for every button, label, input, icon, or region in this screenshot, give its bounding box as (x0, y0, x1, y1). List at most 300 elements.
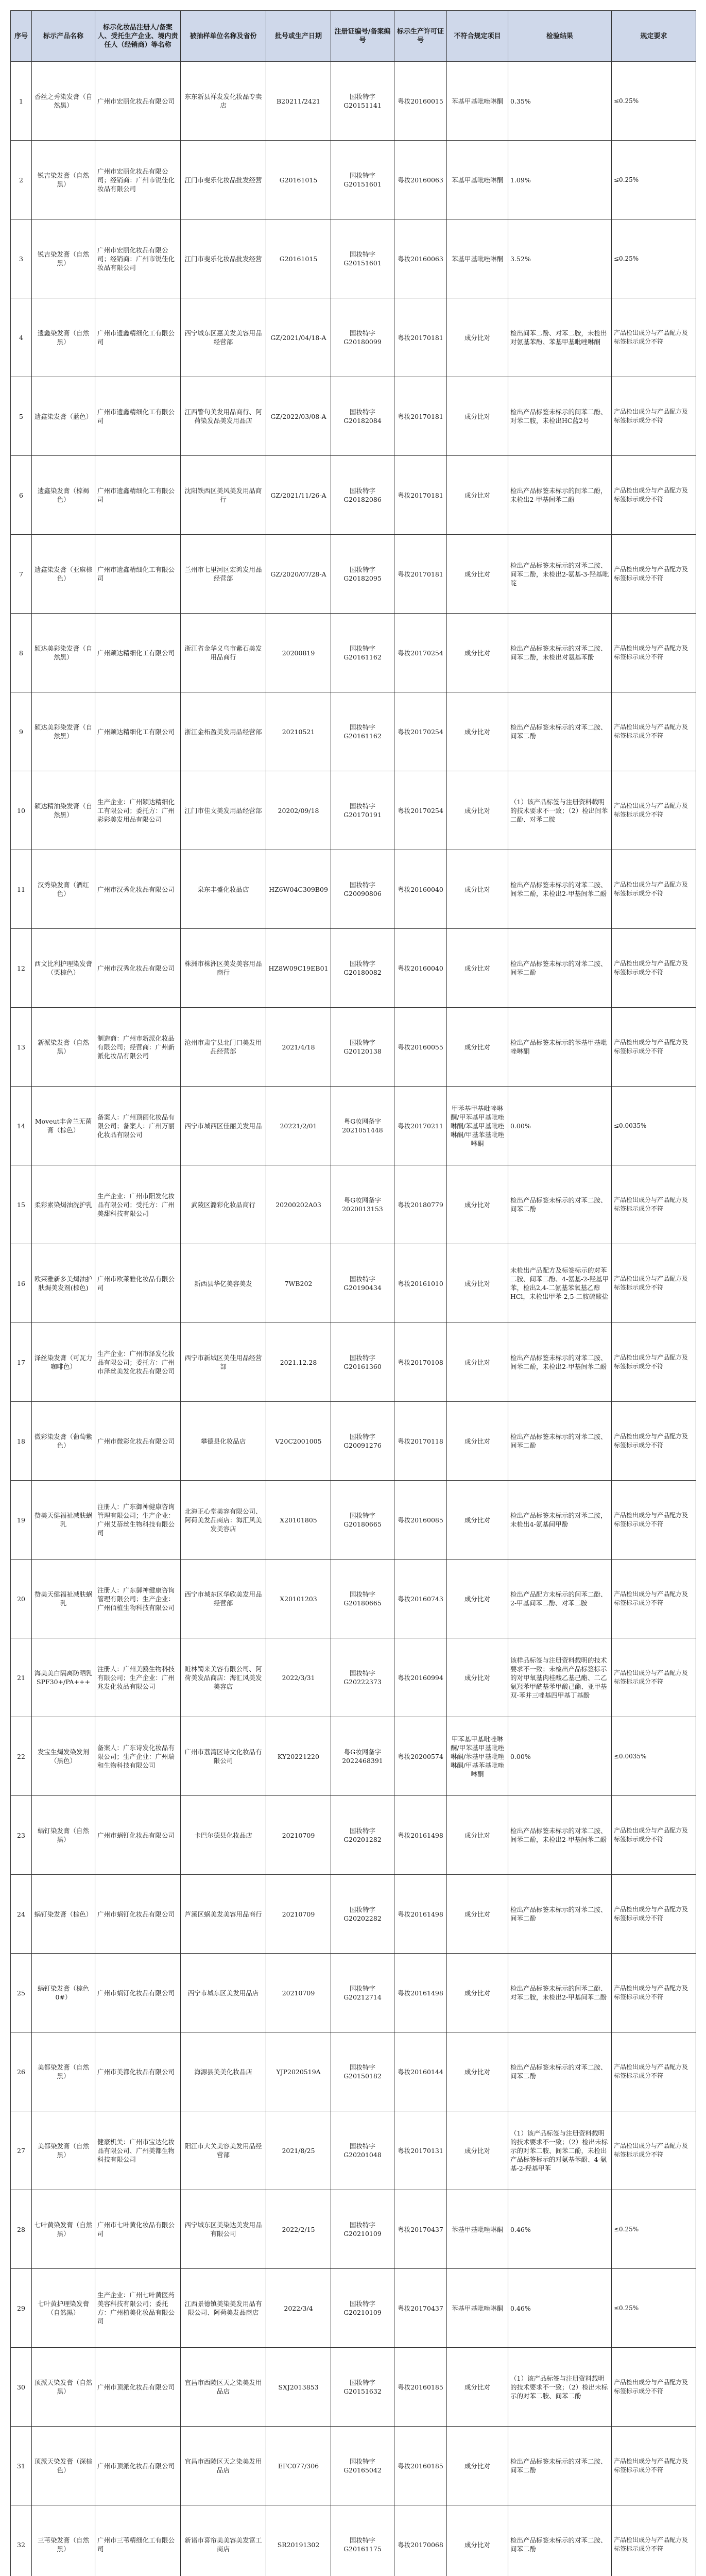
row-number-cell: 17 (11, 1323, 32, 1402)
product-name-cell: 锐吉染发膏（自然黑） (32, 219, 95, 298)
requirement-cell: 产品检出成分与产品配方及标签标示成分不符 (612, 1481, 696, 1560)
registration-number-cell: 国妆特字G20180082 (331, 929, 394, 1008)
nonconforming-item-cell: 成分比对 (447, 2111, 508, 2190)
sampled-unit-cell: 江门市斐乐化妆品批发经营 (181, 219, 266, 298)
sampled-unit-cell: 赃林蜀来美容有限公司、阿荷美发品商店：海汇风美发美容店 (181, 1638, 266, 1717)
sampled-unit-cell: 新西县华亿美容美发 (181, 1244, 266, 1323)
row-number-cell: 7 (11, 535, 32, 614)
registration-number-cell: 国妆特字G20180099 (331, 298, 394, 377)
nonconforming-item-cell: 苯基甲基吡唑啉酮 (447, 2269, 508, 2348)
nonconforming-item-cell: 成分比对 (447, 1323, 508, 1402)
registration-number-cell: 国妆特字G20182086 (331, 456, 394, 535)
requirement-cell: 产品检出成分与产品配方及标签标示成分不符 (612, 1875, 696, 1954)
batch-cell: 7WB202 (266, 1244, 331, 1323)
row-number-cell: 26 (11, 2032, 32, 2111)
product-name-cell: 颖达精油染发膏（自然黑） (32, 771, 95, 850)
nonconforming-item-cell: 成分比对 (447, 929, 508, 1008)
row-number-cell: 18 (11, 1402, 32, 1481)
registrant-cell: 生产企业：广州七叶黄医药美容科技有限公司；委托方：广州植美化妆品有限公司 (95, 2269, 181, 2348)
row-number-cell: 1 (11, 62, 32, 141)
registration-number-cell: 粤G妆网备字2022468391 (331, 1717, 394, 1796)
registrant-cell: 广州颖达精细化工有限公司 (95, 614, 181, 692)
license-number-cell: 粤妆20161498 (394, 1796, 447, 1875)
row-number-cell: 4 (11, 298, 32, 377)
row-number-cell: 16 (11, 1244, 32, 1323)
license-number-cell: 粤妆20160185 (394, 2427, 447, 2505)
sampled-unit-cell: 江西警句美发用品商行、阿荷染发品美发用品店 (181, 377, 266, 456)
product-name-cell: 泽丝染发膏（可瓦力咖啡色） (32, 1323, 95, 1402)
nonconforming-item-cell: 成分比对 (447, 1244, 508, 1323)
license-number-cell: 粤妆20170181 (394, 298, 447, 377)
table-row (11, 2427, 696, 2505)
license-number-cell: 粤妆20170254 (394, 771, 447, 850)
result-cell: 检出产品标签未标示的对苯二胺、间苯二酚 (508, 2032, 612, 2111)
header-cell: 标示生产许可证号 (394, 11, 447, 62)
table-row (11, 219, 696, 298)
registrant-cell: 广州市七叶黄化妆品有限公司 (95, 2190, 181, 2269)
registrant-cell: 广州市蜗钉化妆品有限公司 (95, 1954, 181, 2032)
batch-cell: GZ/2021/11/26-A (266, 456, 331, 535)
row-number-cell: 9 (11, 692, 32, 771)
batch-cell: X20101805 (266, 1481, 331, 1560)
nonconforming-item-cell: 甲苯基甲基吡唑啉酮/甲苯基甲基吡唑啉酮/苯基甲基吡唑啉酮/甲基苯基吡唑啉酮 (447, 1717, 508, 1796)
license-number-cell: 粤妆20200574 (394, 1717, 447, 1796)
result-cell: 检出产品标签未标示的对苯二胺、间苯二酚，未检出2-氨基-3-羟基吡啶 (508, 535, 612, 614)
requirement-cell: 产品检出成分与产品配方及标签标示成分不符 (612, 850, 696, 929)
batch-cell: SXJ2013853 (266, 2348, 331, 2427)
table-row (11, 1244, 696, 1323)
row-number-cell: 8 (11, 614, 32, 692)
table-row (11, 850, 696, 929)
batch-cell: HZ8W09C19EB01 (266, 929, 331, 1008)
result-cell: 0.46% (508, 2190, 612, 2269)
requirement-cell: 产品检出成分与产品配方及标签标示成分不符 (612, 1560, 696, 1638)
requirement-cell: 产品检出成分与产品配方及标签标示成分不符 (612, 535, 696, 614)
row-number-cell: 30 (11, 2348, 32, 2427)
registration-number-cell: 国妆特字G20182095 (331, 535, 394, 614)
registrant-cell: 广州市顶派化妆品有限公司 (95, 2348, 181, 2427)
batch-cell: 20210709 (266, 1954, 331, 2032)
license-number-cell: 粤妆20170118 (394, 1402, 447, 1481)
requirement-cell: 产品检出成分与产品配方及标签标示成分不符 (612, 1638, 696, 1717)
registration-number-cell: 国妆特字G20210109 (331, 2269, 394, 2348)
table-row (11, 1008, 696, 1087)
registration-number-cell: 国妆特字G20165042 (331, 2427, 394, 2505)
result-cell: 3.52% (508, 219, 612, 298)
product-name-cell: 颖达美彩染发膏（自然黑） (32, 614, 95, 692)
product-name-cell: 新派染发膏（自然黑） (32, 1008, 95, 1087)
license-number-cell: 粤妆20161498 (394, 1875, 447, 1954)
requirement-cell: 产品检出成分与产品配方及标签标示成分不符 (612, 377, 696, 456)
license-number-cell: 粤妆20161010 (394, 1244, 447, 1323)
product-name-cell: 颖达美彩染发膏（自然黑） (32, 692, 95, 771)
row-number-cell: 21 (11, 1638, 32, 1717)
product-name-cell: 蜗钉染发膏（自然黑） (32, 1796, 95, 1875)
batch-cell: SR20191302 (266, 2505, 331, 2576)
table-row (11, 1165, 696, 1244)
nonconforming-item-cell: 成分比对 (447, 2348, 508, 2427)
result-cell: 0.00% (508, 1087, 612, 1165)
results-sheet (10, 10, 696, 2576)
requirement-cell: 产品检出成分与产品配方及标签标示成分不符 (612, 1796, 696, 1875)
nonconforming-item-cell: 成分比对 (447, 1560, 508, 1638)
row-number-cell: 12 (11, 929, 32, 1008)
requirement-cell: 产品检出成分与产品配方及标签标示成分不符 (612, 692, 696, 771)
batch-cell: 20210521 (266, 692, 331, 771)
result-cell: （1）该产品标签与注册资料载明的技术要求不一致；（2）检出间苯二酚、对苯二胺 (508, 771, 612, 850)
table-row (11, 2111, 696, 2190)
requirement-cell: 产品检出成分与产品配方及标签标示成分不符 (612, 1402, 696, 1481)
registrant-cell: 广州市汉秀化妆品有限公司 (95, 850, 181, 929)
license-number-cell: 粤妆20170181 (394, 377, 447, 456)
result-cell: （1）该产品标签与注册资料载明的技术要求不一致；（2）检出未标示的对苯二胺、间苯二酚 (508, 2348, 612, 2427)
header-cell: 序号 (11, 11, 32, 62)
batch-cell: HZ6W04C309B09 (266, 850, 331, 929)
registration-number-cell: 国妆特字G20202282 (331, 1875, 394, 1954)
product-name-cell: 蜗钉染发膏（棕色） (32, 1875, 95, 1954)
result-cell: 检出产品标签未标示的对苯二胺、间苯二酚 (508, 1875, 612, 1954)
nonconforming-item-cell: 成分比对 (447, 1165, 508, 1244)
table-row (11, 1323, 696, 1402)
row-number-cell: 24 (11, 1875, 32, 1954)
registration-number-cell: 国妆特字G20161175 (331, 2505, 394, 2576)
sampled-unit-cell: 沧州市肃宁县北门口美发用品经营部 (181, 1008, 266, 1087)
header-cell: 注册证编号/备案编号 (331, 11, 394, 62)
sampled-unit-cell: 沈阳铁西区美风美发用品商行 (181, 456, 266, 535)
table-row (11, 1481, 696, 1560)
row-number-cell: 3 (11, 219, 32, 298)
batch-cell: 20210709 (266, 1875, 331, 1954)
sampled-unit-cell: 宜昌市西陵区天之染美发用品店 (181, 2427, 266, 2505)
nonconforming-item-cell: 成分比对 (447, 2427, 508, 2505)
header-cell: 检验结果 (508, 11, 612, 62)
table-row (11, 535, 696, 614)
license-number-cell: 粤妆20160743 (394, 1560, 447, 1638)
batch-cell: 20200202A03 (266, 1165, 331, 1244)
product-name-cell: 美都染发膏（自然黑） (32, 2111, 95, 2190)
product-name-cell: 赞美天健福祉减肤蜗乳 (32, 1481, 95, 1560)
product-name-cell: 汉秀染发膏（酒红色） (32, 850, 95, 929)
requirement-cell: 产品检出成分与产品配方及标签标示成分不符 (612, 2032, 696, 2111)
requirement-cell: 产品检出成分与产品配方及标签标示成分不符 (612, 2348, 696, 2427)
license-number-cell: 粤妆20170437 (394, 2269, 447, 2348)
nonconforming-item-cell: 成分比对 (447, 771, 508, 850)
product-name-cell: 西文比利护理染发膏（栗棕色） (32, 929, 95, 1008)
header-cell: 标示产品名称 (32, 11, 95, 62)
registrant-cell: 广州市宏丽化妆品有限公司；经销商：广州市锐佳化妆品有限公司 (95, 219, 181, 298)
batch-cell: GZ/2021/04/18-A (266, 298, 331, 377)
batch-cell: 20200819 (266, 614, 331, 692)
result-cell: 检出间苯二酚、对苯二胺，未检出对氨基苯酚、苯基甲基吡唑啉酮 (508, 298, 612, 377)
registration-number-cell: 国妆特字G20151141 (331, 62, 394, 141)
registration-number-cell: 国妆特字G20150182 (331, 2032, 394, 2111)
sampled-unit-cell: 浙江金柘盈美发用品经营部 (181, 692, 266, 771)
product-name-cell: 柔彩素染焗油洗护乳 (32, 1165, 95, 1244)
requirement-cell: 产品检出成分与产品配方及标签标示成分不符 (612, 929, 696, 1008)
batch-cell: 2022/3/4 (266, 2269, 331, 2348)
sampled-unit-cell: 武陵区潞彩化妆品商行 (181, 1165, 266, 1244)
row-number-cell: 10 (11, 771, 32, 850)
license-number-cell: 粤妆20170437 (394, 2190, 447, 2269)
sampled-unit-cell: 攀德县化妆品店 (181, 1402, 266, 1481)
requirement-cell: 产品检出成分与产品配方及标签标示成分不符 (612, 1954, 696, 2032)
nonconforming-item-cell: 成分比对 (447, 1796, 508, 1875)
product-name-cell: 欧莱雅新多美焗油护肤焗美发剂(棕色) (32, 1244, 95, 1323)
nonconforming-item-cell: 成分比对 (447, 850, 508, 929)
nonconforming-item-cell: 成分比对 (447, 1638, 508, 1717)
product-name-cell: 七叶黄染发膏（自然黑） (32, 2190, 95, 2269)
nonconforming-item-cell: 成分比对 (447, 456, 508, 535)
nonconforming-item-cell: 成分比对 (447, 1954, 508, 2032)
registrant-cell: 广州市欧莱雅化妆品有限公司 (95, 1244, 181, 1323)
license-number-cell: 粤妆20160994 (394, 1638, 447, 1717)
registration-number-cell: 粤G妆网备字2020013153 (331, 1165, 394, 1244)
license-number-cell: 粤妆20170254 (394, 692, 447, 771)
table-row (11, 1087, 696, 1165)
table-row (11, 1717, 696, 1796)
requirement-cell: ≤0.25% (612, 2190, 696, 2269)
row-number-cell: 27 (11, 2111, 32, 2190)
row-number-cell: 15 (11, 1165, 32, 1244)
registration-number-cell: 国妆特字G20151632 (331, 2348, 394, 2427)
header-cell: 标示化妆品注册人/备案人、受托生产企业、境内责任人（经销商）等名称 (95, 11, 181, 62)
license-number-cell: 粤妆20170068 (394, 2505, 447, 2576)
table-row (11, 2348, 696, 2427)
requirement-cell: 产品检出成分与产品配方及标签标示成分不符 (612, 2427, 696, 2505)
requirement-cell: ≤0.0035% (612, 1087, 696, 1165)
license-number-cell: 粤妆20170181 (394, 535, 447, 614)
result-cell: 未检出产品配方及标签标示的对苯二胺、间苯二酚、4-氨基-2-羟基甲苯，检出2,4-二氨基苯氧基乙醇HCl，未检出甲苯-2,5-二胺硫酸盐 (508, 1244, 612, 1323)
nonconforming-item-cell: 成分比对 (447, 1875, 508, 1954)
sampled-unit-cell: 宜昌市西陵区天之染美发用品店 (181, 2348, 266, 2427)
requirement-cell: ≤0.25% (612, 2269, 696, 2348)
license-number-cell: 粤妆20160055 (394, 1008, 447, 1087)
sampled-unit-cell: 江门市斐乐化妆品批发经营 (181, 141, 266, 219)
batch-cell: KY20221220 (266, 1717, 331, 1796)
result-cell: 0.46% (508, 2269, 612, 2348)
header-cell: 规定要求 (612, 11, 696, 62)
requirement-cell: ≤0.25% (612, 219, 696, 298)
registration-number-cell: 国妆特字G20180665 (331, 1481, 394, 1560)
result-cell: 检出产品标签未标示的苯基甲基吡唑啉酮 (508, 1008, 612, 1087)
table-row (11, 771, 696, 850)
table-row (11, 1796, 696, 1875)
sampled-unit-cell: 西宁市城东区美发用品店 (181, 1954, 266, 2032)
batch-cell: X20101203 (266, 1560, 331, 1638)
batch-cell: G20161015 (266, 141, 331, 219)
registrant-cell: 注册人：广州美鸥生物科技有限公司；生产企业：广州兆发化妆品有限公司 (95, 1638, 181, 1717)
batch-cell: 2021.12.28 (266, 1323, 331, 1402)
row-number-cell: 5 (11, 377, 32, 456)
table-row (11, 456, 696, 535)
nonconforming-item-cell: 成分比对 (447, 1481, 508, 1560)
registration-number-cell: 国妆特字G20201282 (331, 1796, 394, 1875)
sampled-unit-cell: 株洲市株洲区美发美容用品商行 (181, 929, 266, 1008)
registrant-cell: 广州市蜗钉化妆品有限公司 (95, 1875, 181, 1954)
sampled-unit-cell: 芦溪区蜗美发美容用品商行 (181, 1875, 266, 1954)
registration-number-cell: 国妆特字G20161162 (331, 614, 394, 692)
result-cell: 检出产品标签未标示的对苯二胺、间苯二酚 (508, 2505, 612, 2576)
table-row (11, 1402, 696, 1481)
product-name-cell: 七叶黄护理染发膏（自然黑） (32, 2269, 95, 2348)
license-number-cell: 粤妆20160040 (394, 929, 447, 1008)
table-row (11, 2505, 696, 2576)
batch-cell: V20C2001005 (266, 1402, 331, 1481)
result-cell: 检出产品标签未标示的对苯二胺、间苯二酚 (508, 1165, 612, 1244)
header-row (11, 11, 696, 62)
sampled-unit-cell: 西宁市城东区华欣美发用品经营部 (181, 1560, 266, 1638)
product-name-cell: 顶派天染发膏（自然黑） (32, 2348, 95, 2427)
header-cell: 批号或生产日期 (266, 11, 331, 62)
requirement-cell: ≤0.25% (612, 141, 696, 219)
registrant-cell: 广州颖达精细化工有限公司 (95, 692, 181, 771)
batch-cell: EFC077/306 (266, 2427, 331, 2505)
table-row (11, 62, 696, 141)
batch-cell: YJP2020519A (266, 2032, 331, 2111)
result-cell: 检出产品标签未标示的对苯二胺、间苯二酚，未检出对氨基苯酚 (508, 614, 612, 692)
product-name-cell: 遗鑫染发膏（自然黑） (32, 298, 95, 377)
nonconforming-item-cell: 成分比对 (447, 614, 508, 692)
license-number-cell: 粤妆20160063 (394, 141, 447, 219)
license-number-cell: 粤妆20161498 (394, 1954, 447, 2032)
product-name-cell: 赞美天健福祉减肤蜗乳 (32, 1560, 95, 1638)
registration-number-cell: 国妆特字G20170191 (331, 771, 394, 850)
product-name-cell: 遗鑫染发膏（蓝色） (32, 377, 95, 456)
header-cell: 不符合规定项目 (447, 11, 508, 62)
inspection-table (10, 10, 696, 2576)
batch-cell: 2022/3/31 (266, 1638, 331, 1717)
sampled-unit-cell: 西宁城东区美染达美发用品有限公司 (181, 2190, 266, 2269)
table-row (11, 2269, 696, 2348)
row-number-cell: 14 (11, 1087, 32, 1165)
requirement-cell: 产品检出成分与产品配方及标签标示成分不符 (612, 1165, 696, 1244)
sampled-unit-cell: 卡巴尔德县化妆品店 (181, 1796, 266, 1875)
product-name-cell: 锐吉染发膏（自然黑） (32, 141, 95, 219)
registration-number-cell: 国妆特字G20161162 (331, 692, 394, 771)
result-cell: 检出产品标签未标示的间苯二酚、对苯二胺，未检出2-甲基间苯二酚 (508, 1954, 612, 2032)
license-number-cell: 粤妆20170211 (394, 1087, 447, 1165)
table-row (11, 141, 696, 219)
sampled-unit-cell: 江西景德镇美染美发用品有限公司、阿荷美发品商店 (181, 2269, 266, 2348)
sampled-unit-cell: 江门市佳文美发用品经营部 (181, 771, 266, 850)
license-number-cell: 粤妆20160015 (394, 62, 447, 141)
product-name-cell: 微彩染发膏（葡萄紫色） (32, 1402, 95, 1481)
registrant-cell: 广州市三苇精细化工有限公司 (95, 2505, 181, 2576)
result-cell: 检出产品标签未标示的对苯二胺、间苯二酚，未检出2-甲基间苯二酚 (508, 1796, 612, 1875)
product-name-cell: 顶派天染发膏（深棕色） (32, 2427, 95, 2505)
nonconforming-item-cell: 成分比对 (447, 1402, 508, 1481)
nonconforming-item-cell: 成分比对 (447, 298, 508, 377)
batch-cell: G20161015 (266, 219, 331, 298)
row-number-cell: 19 (11, 1481, 32, 1560)
registration-number-cell: 国妆特字G20222373 (331, 1638, 394, 1717)
batch-cell: B20211/2421 (266, 62, 331, 141)
row-number-cell: 23 (11, 1796, 32, 1875)
registration-number-cell: 国妆特字G20212714 (331, 1954, 394, 2032)
registration-number-cell: 国妆特字G20182084 (331, 377, 394, 456)
registrant-cell: 广州市蜗钉化妆品有限公司 (95, 1796, 181, 1875)
registrant-cell: 广州市遗鑫精细化工有限公司 (95, 377, 181, 456)
registration-number-cell: 国妆特字G20120138 (331, 1008, 394, 1087)
result-cell: 0.00% (508, 1717, 612, 1796)
sampled-unit-cell: 西宁市城西区佳丽美发用品 (181, 1087, 266, 1165)
requirement-cell: 产品检出成分与产品配方及标签标示成分不符 (612, 1008, 696, 1087)
registrant-cell: 广州市宏丽化妆品有限公司；经销商：广州市锐佳化妆品有限公司 (95, 141, 181, 219)
registrant-cell: 广州市遗鑫精细化工有限公司 (95, 535, 181, 614)
sampled-unit-cell: 海源县美美化妆品店 (181, 2032, 266, 2111)
registrant-cell: 注册人：广东御神健康咨询管理有限公司；生产企业：广州艾蓓丝生物科技有限公司 (95, 1481, 181, 1560)
table-row (11, 692, 696, 771)
row-number-cell: 2 (11, 141, 32, 219)
table-row (11, 377, 696, 456)
result-cell: 检出产品标签未标示的对苯二胺、间苯二酚 (508, 929, 612, 1008)
result-cell: 检出产品标签未标示的对苯二胺、间苯二酚，未检出2-甲基间苯二酚 (508, 1323, 612, 1402)
product-name-cell: 美都染发膏（自然黑） (32, 2032, 95, 2111)
registration-number-cell: 国妆特字G20210109 (331, 2190, 394, 2269)
nonconforming-item-cell: 苯基甲基吡唑啉酮 (447, 62, 508, 141)
result-cell: （1）该产品标签与注册资料载明的技术要求不一致；（2）检出未标示的对苯二胺、间苯二酚，未检出产品标签标示的对氨基苯酚、4-氨基-2-羟基甲苯 (508, 2111, 612, 2190)
license-number-cell: 粤妆20160063 (394, 219, 447, 298)
sampled-unit-cell: 广州市荔湾区诗文化妆品有限公司 (181, 1717, 266, 1796)
nonconforming-item-cell: 成分比对 (447, 377, 508, 456)
sampled-unit-cell: 西宁城东区惠美发美容用品经营部 (181, 298, 266, 377)
requirement-cell: 产品检出成分与产品配方及标签标示成分不符 (612, 456, 696, 535)
registrant-cell: 制造商：广州市新派化妆品有限公司；经营商：广州新派化妆品有限公司 (95, 1008, 181, 1087)
registration-number-cell: 国妆特字G20201048 (331, 2111, 394, 2190)
registration-number-cell: 粤G妆网备字2021051448 (331, 1087, 394, 1165)
row-number-cell: 32 (11, 2505, 32, 2576)
row-number-cell: 20 (11, 1560, 32, 1638)
product-name-cell: Moveut丰舍兰无菌膏（棕色） (32, 1087, 95, 1165)
result-cell: 检出产品标签未标示的对苯二胺、间苯二酚 (508, 1402, 612, 1481)
registrant-cell: 广州市顶派化妆品有限公司 (95, 2427, 181, 2505)
batch-cell: GZ/2020/07/28-A (266, 535, 331, 614)
registrant-cell: 生产企业：广州颖达精细化工有限公司；委托方：广州彩彩美发用品有限公司 (95, 771, 181, 850)
table-row (11, 1560, 696, 1638)
result-cell: 检出产品标签未标示的间苯二酚，未检出2-甲基间苯二酚 (508, 456, 612, 535)
registration-number-cell: 国妆特字G20091276 (331, 1402, 394, 1481)
nonconforming-item-cell: 成分比对 (447, 535, 508, 614)
sampled-unit-cell: 兰州市七里河区宏鸿发用品经营部 (181, 535, 266, 614)
license-number-cell: 粤妆20170108 (394, 1323, 447, 1402)
row-number-cell: 6 (11, 456, 32, 535)
license-number-cell: 粤妆20160085 (394, 1481, 447, 1560)
result-cell: 检出产品标签未标示的对苯二胺、间苯二酚 (508, 692, 612, 771)
table-body (11, 62, 696, 2576)
result-cell: 检出产品标签未标示的对苯二胺、间苯二酚，未检出2-甲基间苯二酚 (508, 850, 612, 929)
requirement-cell: 产品检出成分与产品配方及标签标示成分不符 (612, 1244, 696, 1323)
row-number-cell: 28 (11, 2190, 32, 2269)
result-cell: 1.09% (508, 141, 612, 219)
license-number-cell: 粤妆20170131 (394, 2111, 447, 2190)
row-number-cell: 25 (11, 1954, 32, 2032)
requirement-cell: 产品检出成分与产品配方及标签标示成分不符 (612, 2505, 696, 2576)
sampled-unit-cell: 阳江市大关美容美发用品经营部 (181, 2111, 266, 2190)
registrant-cell: 广州市美都化妆品有限公司 (95, 2032, 181, 2111)
requirement-cell: 产品检出成分与产品配方及标签标示成分不符 (612, 2111, 696, 2190)
table-row (11, 2032, 696, 2111)
license-number-cell: 粤妆20170254 (394, 614, 447, 692)
registrant-cell: 广州市汉秀化妆品有限公司 (95, 929, 181, 1008)
sampled-unit-cell: 西宁市新城区美佳用品经营部 (181, 1323, 266, 1402)
nonconforming-item-cell: 成分比对 (447, 2505, 508, 2576)
table-row (11, 298, 696, 377)
license-number-cell: 粤妆20160144 (394, 2032, 447, 2111)
batch-cell: 20210709 (266, 1796, 331, 1875)
batch-cell: 20221/2/01 (266, 1087, 331, 1165)
sampled-unit-cell: 新诸市喜帘美美容美发富工商店 (181, 2505, 266, 2576)
nonconforming-item-cell: 成分比对 (447, 1008, 508, 1087)
